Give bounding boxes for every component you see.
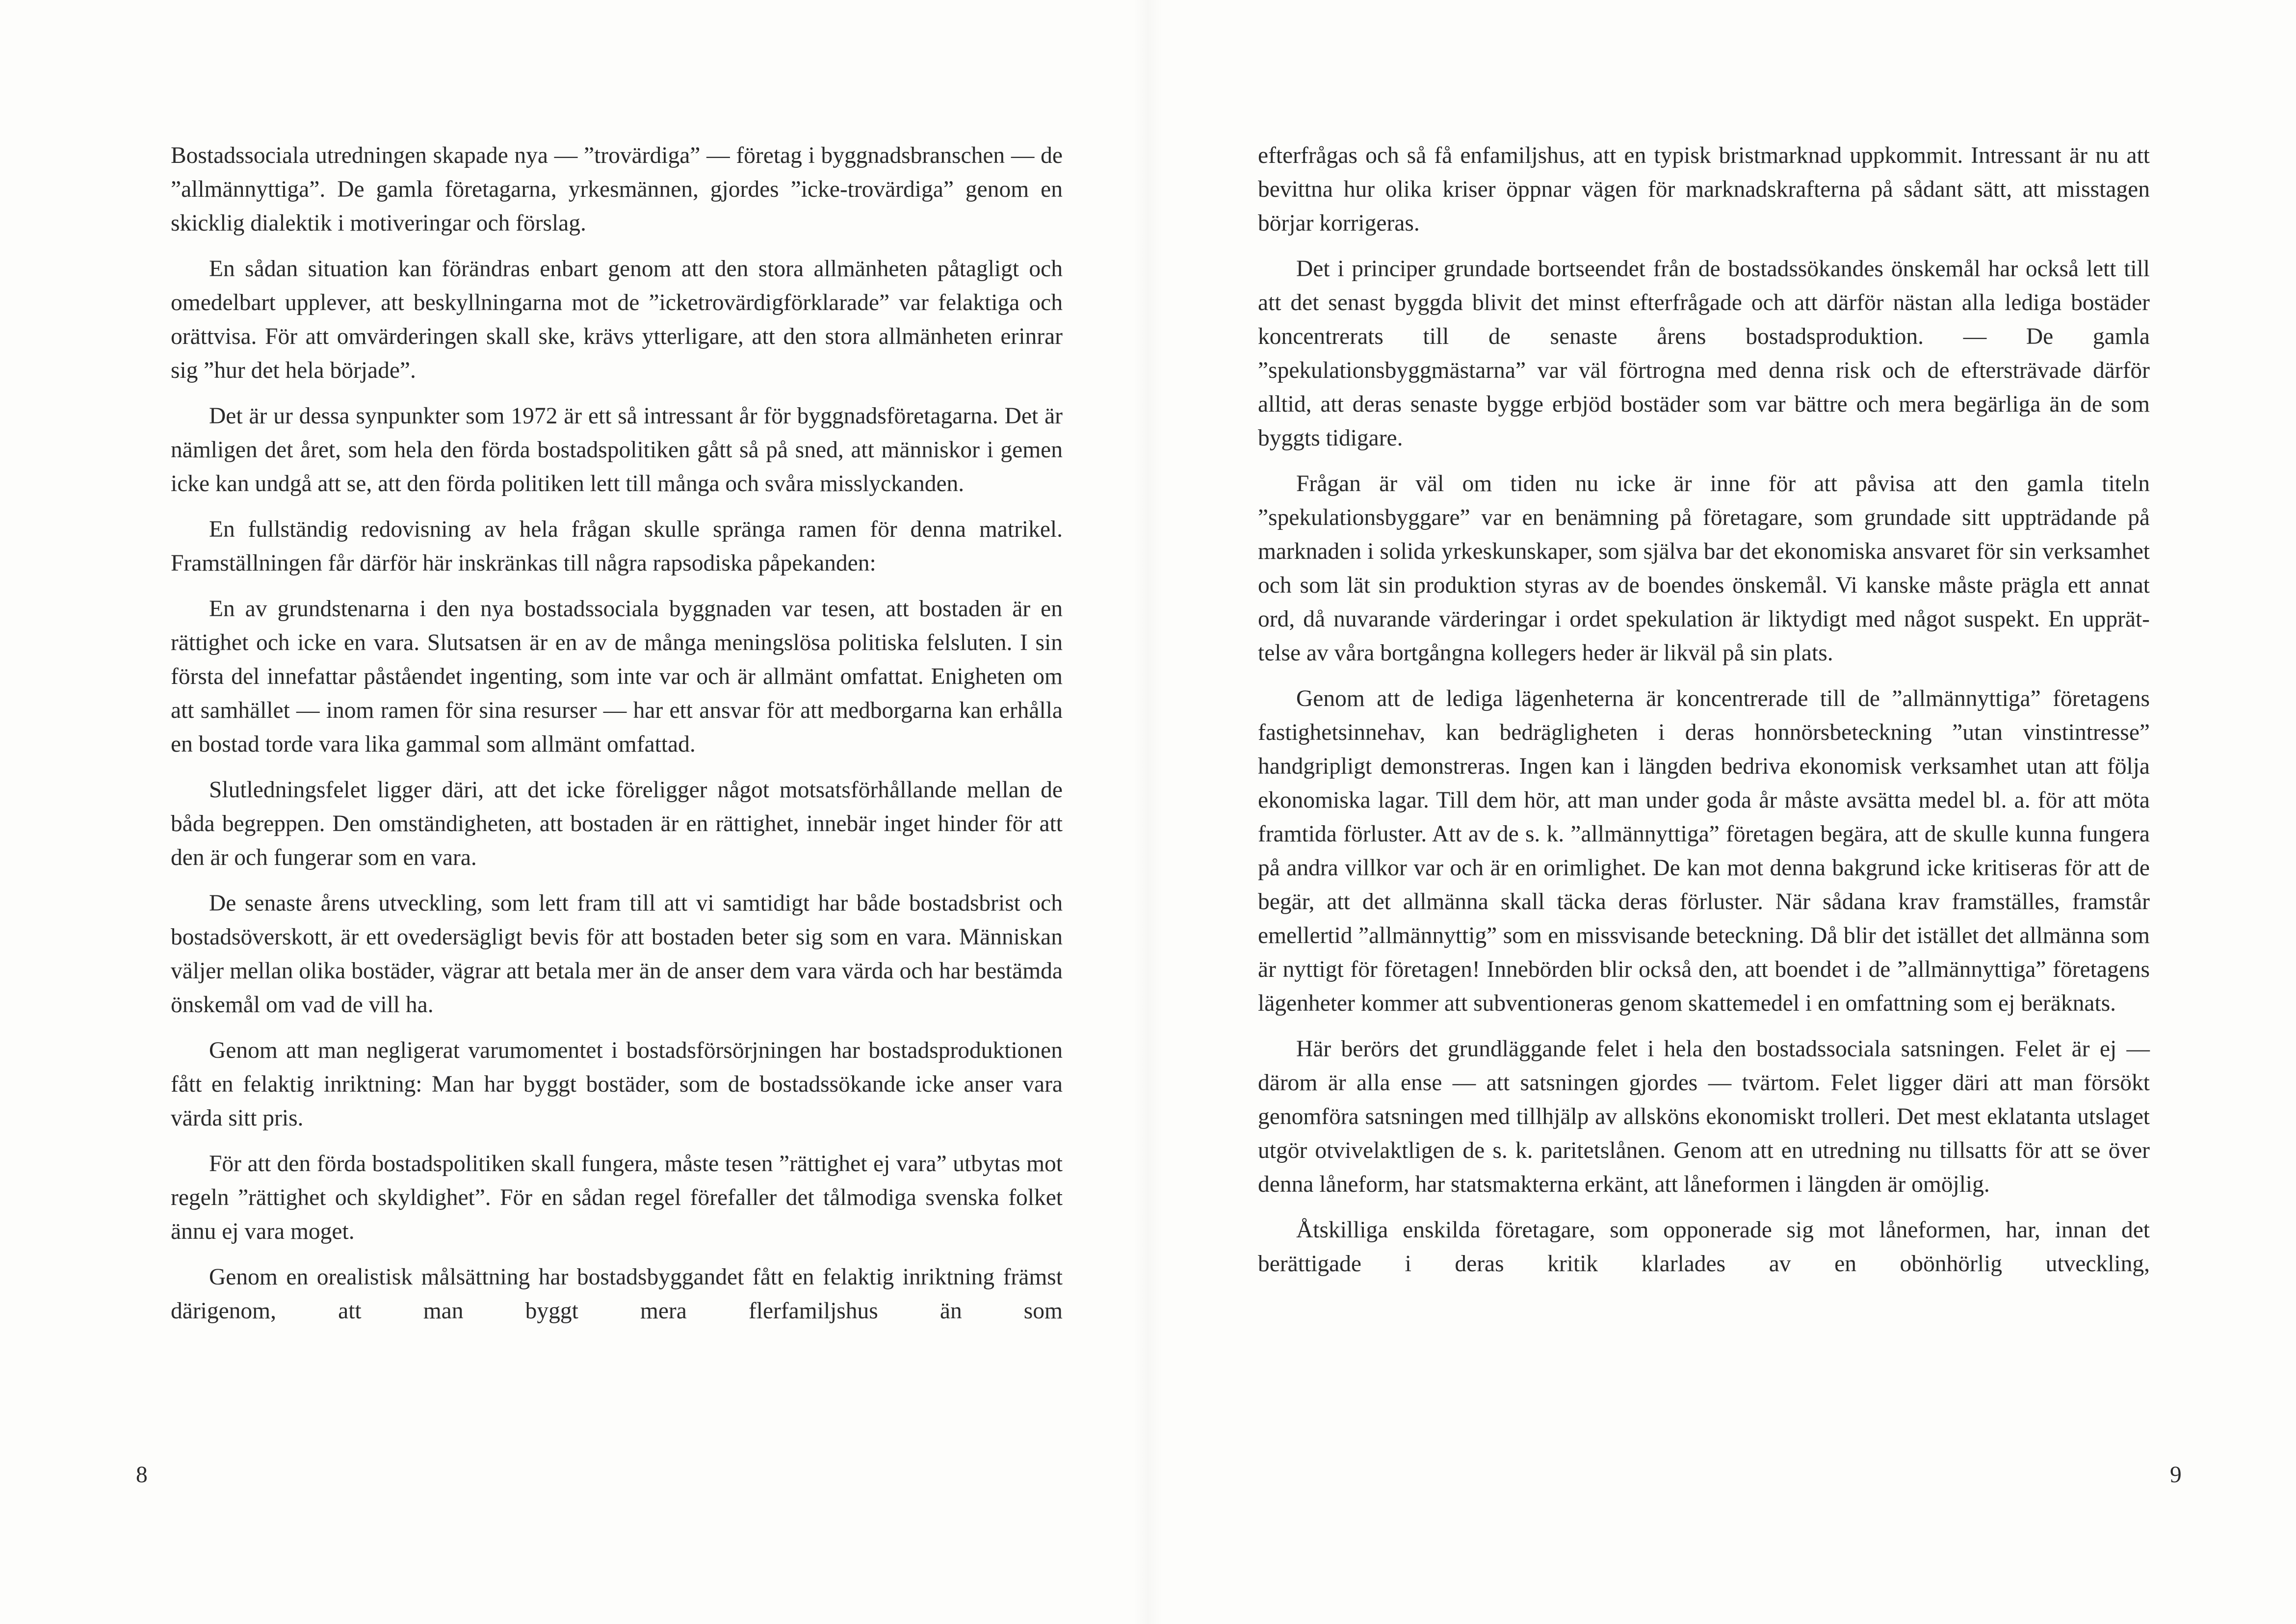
paragraph: efterfrågas och så få enfamiljshus, att en typisk bristmarknad uppkommit. Intressant är nu att bevittna hur olika kriser öppnar vägen för marknadskrafterna på sådant sätt, att misstagen börjar korrigeras.: [1258, 143, 2150, 236]
page-number: 8: [136, 1462, 148, 1488]
paragraph: Genom att man negligerat varumomentet i bostadsförsörjningen har bostadsproduktionen fått en felaktig inriktning: Man har byggt bostäder, som de bostadssökande icke anser vara värda sitt pris.: [171, 1038, 1063, 1131]
left-page-body: [171, 139, 1063, 1328]
right-page-body: [1258, 139, 2150, 1281]
paragraph: Frågan är väl om tiden nu icke är inne för att påvisa att den gamla titeln ”spekulationsbyggare” var en benämning på företagare, som grundade sitt uppträdande på marknaden i solida yrkeskunskaper, som själva bar det ekonomiska ansvaret för sin verksamhet och som lät sin produktion styras av de boendes önskemål. Vi kanske måste prägla ett annat ord, då nuvarande värderingar i ordet spekulation är liktydigt med något suspekt. En upprättelse av våra bortgångna kollegers heder är likväl på sin plats.: [1258, 471, 2150, 666]
right-page: [1148, 0, 2296, 1624]
paragraph: Här berörs det grundläggande felet i hela den bostadssociala satsningen. Felet är ej — därom är alla ense — att satsningen gjordes — tvärtom. Felet ligger däri att man försökt genomföra satsningen med tillhjälp av allsköns ekonomiskt trolleri. Det mest eklatanta utslaget utgör otvivelaktligen de s. k. paritetslånen. Genom att en utredning nu tillsatts för att se över denna låneform, har statsmakterna erkänt, att låneformen i längden är omöjlig.: [1258, 1036, 2150, 1197]
paragraph: Bostadssociala utredningen skapade nya — ”trovärdiga” — företag i byggnadsbranschen — de ”allmännyttiga”. De gamla företagarna, yrkesmännen, gjordes ”icke-trovärdiga” genom en skicklig dialektik i motiveringar och förslag.: [171, 143, 1063, 236]
paragraph: För att den förda bostadspolitiken skall fungera, måste tesen ”rättighet ej vara” utbytas mot regeln ”rättighet och skyldighet”. För en sådan regel förefaller det tålmodiga svenska folket ännu ej vara moget.: [171, 1151, 1063, 1244]
paragraph: Slutledningsfelet ligger däri, att det icke föreligger något motsatsförhållande mellan de båda begreppen. Den omständigheten, att bostaden är en rättighet, innebär inget hinder för att den är och fungerar som en vara.: [171, 777, 1063, 870]
paragraph-continued: Åtskilliga enskilda företagare, som opponerade sig mot låneformen, har, innan det berättigade i deras kritik klarlades av en obönhörlig utveckling,: [1258, 1217, 2150, 1277]
paragraph: En fullständig redovisning av hela frågan skulle spränga ramen för denna matrikel. Framställningen får därför här inskränkas till några rapsodiska påpekanden:: [171, 517, 1063, 576]
paragraph: Genom att de lediga lägenheterna är koncentrerade till de ”allmännyttiga” företagens fastighetsinnehav, kan bedrägligheten i deras honnörsbeteckning ”utan vinstintresse” handgripligt demonstreras. Ingen kan i längden bedriva ekonomisk verksamhet utan att följa ekonomiska lagar. Till dem hör, att man under goda år måste avsätta medel bl. a. för att möta framtida förluster. Att av de s. k. ”allmännyttiga” företagen begära, att de skulle kunna fungera på andra villkor var och är en orimlighet. De kan mot denna bakgrund icke kritiseras för att de begär, att det allmänna skall täcka deras förluster. När sådana krav framställes, framstår emellertid ”allmännyttig” som en missvisande beteckning. Då blir det istället det allmänna som är nyttigt för företagen! Innebörden blir också den, att boendet i de ”allmännyttiga” företagens lägenheter kommer att subventioneras genom skattemedel i en omfattning som ej beräknats.: [1258, 686, 2150, 1016]
paragraph: De senaste årens utveckling, som lett fram till att vi samtidigt har både bostadsbrist och bostadsöverskott, är ett ovedersägligt bevis för att bostaden beter sig som en vara. Människan väljer mellan olika bostäder, vägrar att betala mer än de anser dem vara värda och har bestämda önskemål om vad de vill ha.: [171, 891, 1063, 1018]
page-number: 9: [2170, 1462, 2182, 1488]
paragraph: En av grundstenarna i den nya bostadssociala byggnaden var tesen, att bostaden är en rättighet och icke en vara. Slutsatsen är en av de många meningslösa politiska felsluten. I sin första del innefattar påståendet ingenting, som inte var och är allmänt omfattat. Enigheten om att samhället — inom ramen för sina resurser — har ett ansvar för att medborgarna kan erhålla en bostad torde vara lika gammal som allmänt omfattad.: [171, 596, 1063, 757]
paragraph: Det är ur dessa synpunkter som 1972 är ett så intressant år för byggnadsföretagarna. Det är nämligen det året, som hela den förda bostadspolitiken gått så på sned, att människor i gemen icke kan undgå att se, att den förda politiken lett till många och svåra misslyckanden.: [171, 403, 1063, 497]
paragraph: Det i principer grundade bortseendet från de bostadssökandes önskemål har också lett till att det senast byggda blivit det minst efterfrågade och att därför nästan alla lediga bostäder koncentrerats till de senaste årens bostadsproduktion. — De gamla ”spekulationsbyggmästarna” var väl förtrogna med denna risk och de eftersträvade därför alltid, att deras senaste bygge erbjöd bostäder som var bättre och mera begärliga än de som byggts tidigare.: [1258, 256, 2150, 451]
paragraph-continued: Genom en orealistisk målsättning har bostadsbyggandet fått en felaktig inriktning främst därigenom, att man byggt mera flerfamiljshus än som: [171, 1264, 1063, 1324]
paragraph: En sådan situation kan förändras enbart genom att den stora allmänheten påtagligt och omedelbart upplever, att beskyllningarna mot de ”icketrovärdigförklarade” var felaktiga och orättvisa. För att omvärderingen skall ske, krävs ytterligare, att den stora allmänheten erinrar sig ”hur det hela började”.: [171, 256, 1063, 383]
